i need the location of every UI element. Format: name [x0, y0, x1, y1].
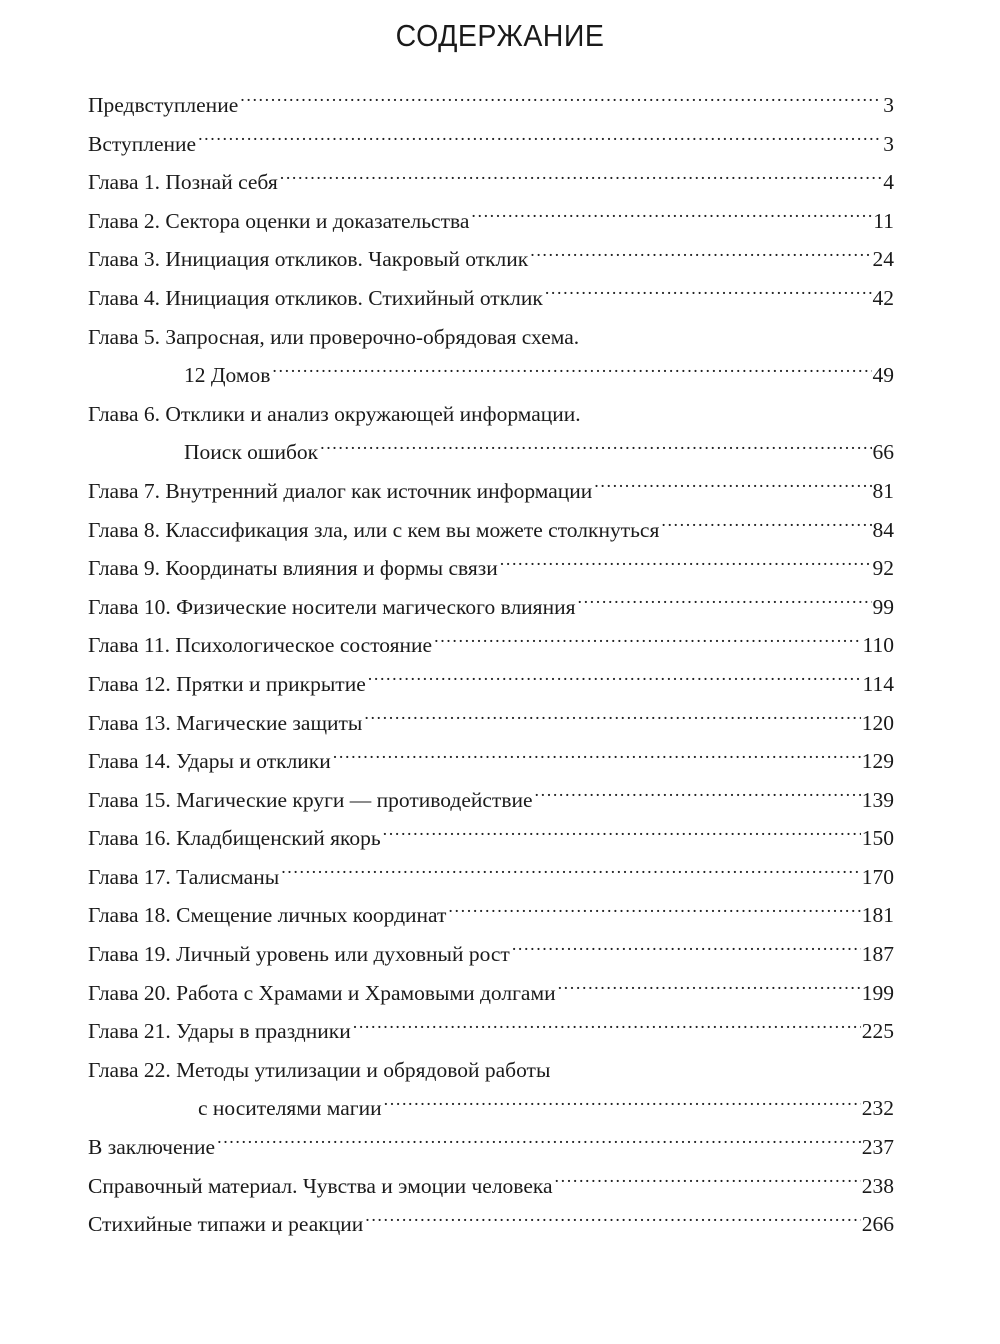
page-title: СОДЕРЖАНИЕ	[395, 18, 605, 53]
dot-leader	[545, 283, 872, 305]
toc-entry[interactable]	[88, 86, 894, 125]
toc-entry[interactable]	[88, 202, 894, 241]
toc-entry-label: Глава 8. Классификация зла, или с кем вы можете столкнуться	[88, 517, 660, 542]
toc-entry-label: Глава 19. Личный уровень или духовный рост	[88, 942, 510, 967]
toc-entry-page: 225	[861, 1019, 894, 1044]
dot-leader	[368, 669, 862, 691]
dot-leader	[383, 824, 861, 846]
table-of-contents	[88, 86, 894, 1244]
dot-leader	[530, 245, 871, 267]
dot-leader	[448, 901, 860, 923]
toc-entry-page: 11	[873, 208, 894, 233]
toc-entry-page: 232	[861, 1096, 894, 1121]
toc-entry-page: 187	[861, 942, 894, 967]
toc-entry-page: 110	[862, 633, 894, 658]
toc-entry-page: 3	[883, 93, 894, 117]
toc-entry[interactable]	[88, 240, 894, 279]
toc-entry-page: 66	[872, 440, 894, 465]
toc-entry-label: Глава 4. Инициация откликов. Стихийный отклик	[88, 285, 543, 310]
toc-entry-label: Глава 18. Смещение личных координат	[88, 903, 447, 928]
toc-entry-page: 139	[861, 787, 894, 812]
toc-entry-page: 237	[861, 1135, 894, 1160]
toc-entry-label: с носителями магии	[198, 1096, 382, 1121]
toc-entry-label: Глава 2. Сектора оценки и доказательства	[88, 208, 470, 233]
toc-entry-page: 42	[872, 285, 894, 310]
toc-entry-label: Предвступление	[88, 93, 239, 117]
toc-entry-label: Справочный материал. Чувства и эмоции человека	[88, 1173, 553, 1198]
toc-entry-multiline[interactable]	[88, 1051, 894, 1128]
toc-entry-page: 49	[872, 363, 894, 388]
toc-entry-page: 81	[872, 478, 894, 503]
dot-leader	[198, 129, 882, 151]
toc-entry-label-line1: Глава 22. Методы утилизации и обрядовой работы	[88, 1057, 551, 1082]
toc-entry-page: 266	[861, 1212, 894, 1237]
toc-entry-label: Глава 16. Кладбищенский якорь	[88, 826, 381, 851]
toc-entry[interactable]	[88, 472, 894, 511]
toc-entry[interactable]	[88, 935, 894, 974]
toc-entry[interactable]	[88, 1012, 894, 1051]
dot-leader	[434, 631, 861, 653]
toc-entry-page: 238	[861, 1173, 894, 1198]
toc-entry-label: Глава 15. Магические круги — противодействие	[88, 787, 533, 812]
toc-entry-label: Глава 12. Прятки и прикрытие	[88, 671, 366, 696]
toc-entry-page: 120	[861, 710, 894, 735]
toc-entry-label: Глава 1. Познай себя	[88, 170, 278, 195]
toc-entry-multiline[interactable]	[88, 395, 894, 472]
toc-entry-page: 3	[883, 131, 894, 156]
toc-entry-label: Поиск ошибок	[184, 440, 319, 465]
dot-leader	[217, 1133, 861, 1155]
toc-entry-label: Глава 14. Удары и отклики	[88, 749, 331, 774]
toc-entry-label: Глава 3. Инициация откликов. Чакровый отклик	[88, 247, 529, 272]
toc-entry-page: 92	[872, 556, 894, 581]
toc-entry-page: 99	[872, 594, 894, 619]
toc-entry[interactable]	[88, 511, 894, 550]
dot-leader	[594, 476, 871, 498]
dot-leader	[555, 1171, 861, 1193]
toc-entry[interactable]	[88, 163, 894, 202]
toc-entry[interactable]	[88, 704, 894, 743]
toc-entry[interactable]	[88, 1167, 894, 1206]
dot-leader	[365, 1210, 861, 1232]
dot-leader	[661, 515, 871, 537]
toc-entry[interactable]	[88, 549, 894, 588]
toc-entry[interactable]	[88, 626, 894, 665]
toc-entry-page: 150	[861, 826, 894, 851]
toc-entry[interactable]	[88, 858, 894, 897]
toc-entry-page: 199	[861, 980, 894, 1005]
toc-entry[interactable]	[88, 974, 894, 1013]
toc-entry-label: Глава 11. Психологическое состояние	[88, 633, 433, 658]
toc-entry-label: Глава 9. Координаты влияния и формы связи	[88, 556, 498, 581]
dot-leader	[364, 708, 860, 730]
toc-entry-multiline[interactable]	[88, 318, 894, 395]
toc-entry[interactable]	[88, 1205, 894, 1244]
toc-entry[interactable]	[88, 819, 894, 858]
toc-entry-page: 24	[872, 247, 894, 272]
toc-entry-label: Стихийные типажи и реакции	[88, 1212, 364, 1237]
toc-entry[interactable]	[88, 1128, 894, 1167]
toc-entry-label: Глава 21. Удары в праздники	[88, 1019, 351, 1044]
dot-leader	[320, 438, 871, 460]
toc-entry-label: В заключение	[88, 1135, 216, 1160]
toc-entry-label: Глава 20. Работа с Храмами и Храмовыми долгами	[88, 980, 556, 1005]
dot-leader	[558, 978, 861, 1000]
dot-leader	[500, 554, 872, 576]
dot-leader	[577, 592, 871, 614]
dot-leader	[333, 747, 861, 769]
toc-entry-page: 129	[861, 749, 894, 774]
toc-entry-label: Вступление	[88, 131, 197, 156]
toc-entry-label-line1: Глава 6. Отклики и анализ окружающей информации.	[88, 401, 581, 426]
dot-leader	[281, 862, 861, 884]
toc-entry-label: Глава 13. Магические защиты	[88, 710, 363, 735]
dot-leader	[512, 940, 861, 962]
toc-entry-label: Глава 17. Талисманы	[88, 864, 280, 889]
toc-entry-page: 170	[861, 864, 894, 889]
dot-leader	[280, 168, 883, 190]
toc-entry[interactable]	[88, 896, 894, 935]
dot-leader	[535, 785, 861, 807]
dot-leader	[240, 91, 882, 113]
toc-entry[interactable]	[88, 665, 894, 704]
toc-entry-label: 12 Домов	[184, 363, 271, 388]
toc-entry[interactable]	[88, 125, 894, 164]
toc-entry-label-line1: Глава 5. Запросная, или проверочно-обрядовая схема.	[88, 324, 580, 349]
dot-leader	[272, 361, 871, 383]
toc-entry[interactable]	[88, 781, 894, 820]
toc-entry-page: 84	[872, 517, 894, 542]
toc-entry[interactable]	[88, 588, 894, 627]
toc-entry-label: Глава 10. Физические носители магического влияния	[88, 594, 576, 619]
toc-entry-page: 4	[883, 170, 894, 195]
dot-leader	[471, 206, 872, 228]
dot-leader	[384, 1094, 861, 1116]
toc-entry-page: 181	[861, 903, 894, 928]
toc-entry[interactable]	[88, 742, 894, 781]
dot-leader	[353, 1017, 861, 1039]
toc-entry-page: 114	[862, 671, 894, 696]
toc-entry[interactable]	[88, 279, 894, 318]
toc-entry-label: Глава 7. Внутренний диалог как источник информации	[88, 478, 593, 503]
